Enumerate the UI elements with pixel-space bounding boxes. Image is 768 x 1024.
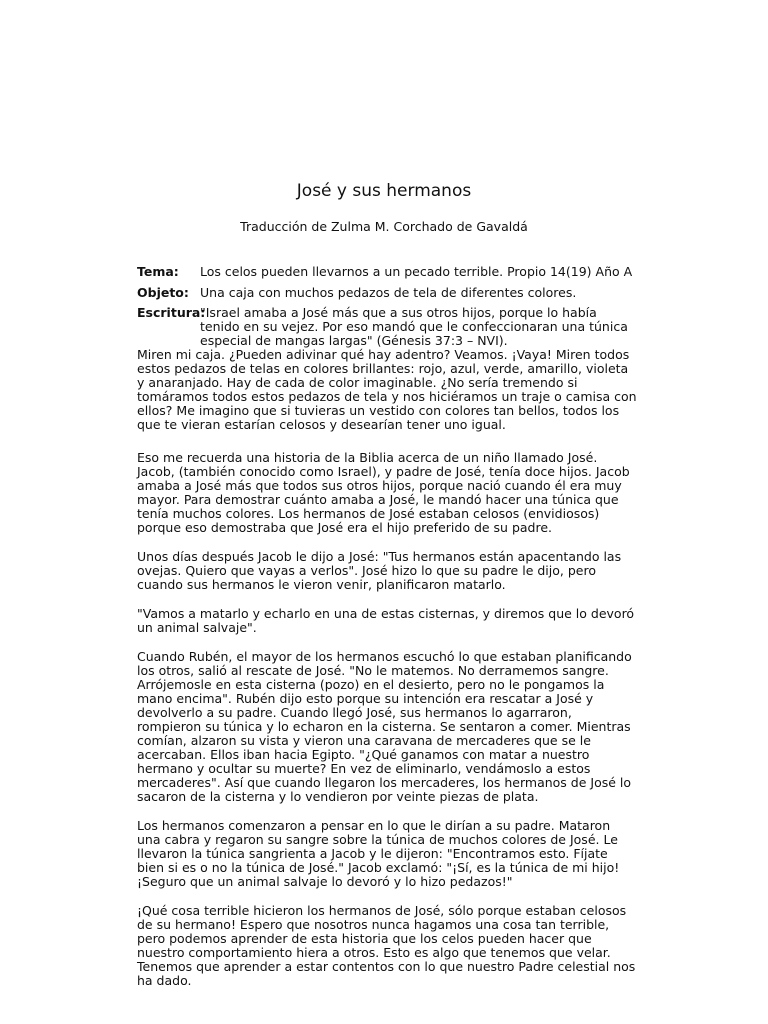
- paragraph: "Vamos a matarlo y echarlo en una de estas cisternas, y diremos que lo devoró un animal salvaje".: [137, 606, 635, 635]
- paragraph: Cuando Rubén, el mayor de los hermanos escuchó lo que estaban planificando los otros, salió al rescate de José. "No le matemos. No derramemos sangre. Arrójemosle en esta cisterna (pozo) en el desierto, pero no le pongamos la mano encima". Rubén dijo esto porque su intención era rescatar a José y devolverlo a su padre. Cuando llegó José, sus hermanos lo agarraron, rompieron su túnica y lo echaron en la cisterna. Se sentaron a comer. Mientras comían, alzaron su vista y vieron una caravana de mercaderes que se le acercaban. Ellos iban hacia Egipto. "¿Qué ganamos con matar a nuestro hermano y ocultar su muerte? En vez de eliminarlo, vendámoslo a estos mercaderes". Así que cuando llegaron los mercaderes, los hermanos de José lo sacaron de la cisterna y lo vendieron por veinte piezas de plata.: [137, 649, 632, 804]
- escritura-value: "Israel amaba a José más que a sus otros hijos, porque lo había tenido en su vejez. Por eso mandó que le confeccionaran una túnica especial de mangas largas" (Génesis 37:3 – NVI).: [200, 305, 628, 348]
- objeto-label: Objeto:: [137, 285, 189, 300]
- paragraph: Miren mi caja. ¿Pueden adivinar qué hay adentro? Veamos. ¡Vaya! Miren todos estos pedazos de telas en colores brillantes: rojo, azul, verde, amarillo, violeta y anaranjado. Hay de cada de color imaginable. ¿No sería tremendo si tomáramos todos estos pedazos de tela y nos hiciéramos un traje o camisa con ellos? Me imagino que si tuvieras un vestido con colores tan bellos, todos los que te vieran estarían celosos y desearían tener uno igual.: [137, 347, 637, 432]
- objeto-value: Una caja con muchos pedazos de tela de diferentes colores.: [200, 285, 577, 300]
- document-body: [137, 348, 637, 1003]
- document-title: José y sus hermanos: [296, 181, 472, 201]
- document-subtitle: Traducción de Zulma M. Corchado de Gavaldá: [240, 219, 528, 234]
- paragraph: Unos días después Jacob le dijo a José: "Tus hermanos están apacentando las ovejas. Quiero que vayas a verlos". José hizo lo que su padre le dijo, pero cuando sus hermanos le vieron venir, planificaron matarlo.: [137, 549, 622, 592]
- tema-label: Tema:: [137, 264, 179, 279]
- paragraph: ¡Qué cosa terrible hicieron los hermanos de José, sólo porque estaban celosos de su hermano! Espero que nosotros nunca hagamos una cosa tan terrible, pero podemos aprender de esta historia que los celos pueden hacer que nuestro comportamiento hiera a otros. Esto es algo que tenemos que velar. Tenemos que aprender a estar contentos con lo que nuestro Padre celestial nos ha dado.: [137, 903, 636, 988]
- escritura-label: Escritura:: [137, 305, 206, 320]
- paragraph: Los hermanos comenzaron a pensar en lo que le dirían a su padre. Mataron una cabra y regaron su sangre sobre la túnica de muchos colores de José. Le llevaron la túnica sangrienta a Jacob y le dijeron: "Encontramos esto. Fíjate bien si es o no la túnica de José." Jacob exclamó: "¡Sí, es la túnica de mi hijo! ¡Seguro que un animal salvaje lo devoró y lo hizo pedazos!": [137, 818, 620, 889]
- paragraph: Eso me recuerda una historia de la Biblia acerca de un niño llamado José. Jacob, (también conocido como Israel), y padre de José, tenía doce hijos. Jacob amaba a José más que todos sus otros hijos, porque nació cuando él era muy mayor. Para demostrar cuánto amaba a José, le mandó hacer una túnica que tenía muchos colores. Los hermanos de José estaban celosos (envidiosos) porque eso demostraba que José era el hijo preferido de su padre.: [137, 450, 630, 535]
- tema-value: Los celos pueden llevarnos a un pecado terrible. Propio 14(19) Año A: [200, 264, 633, 279]
